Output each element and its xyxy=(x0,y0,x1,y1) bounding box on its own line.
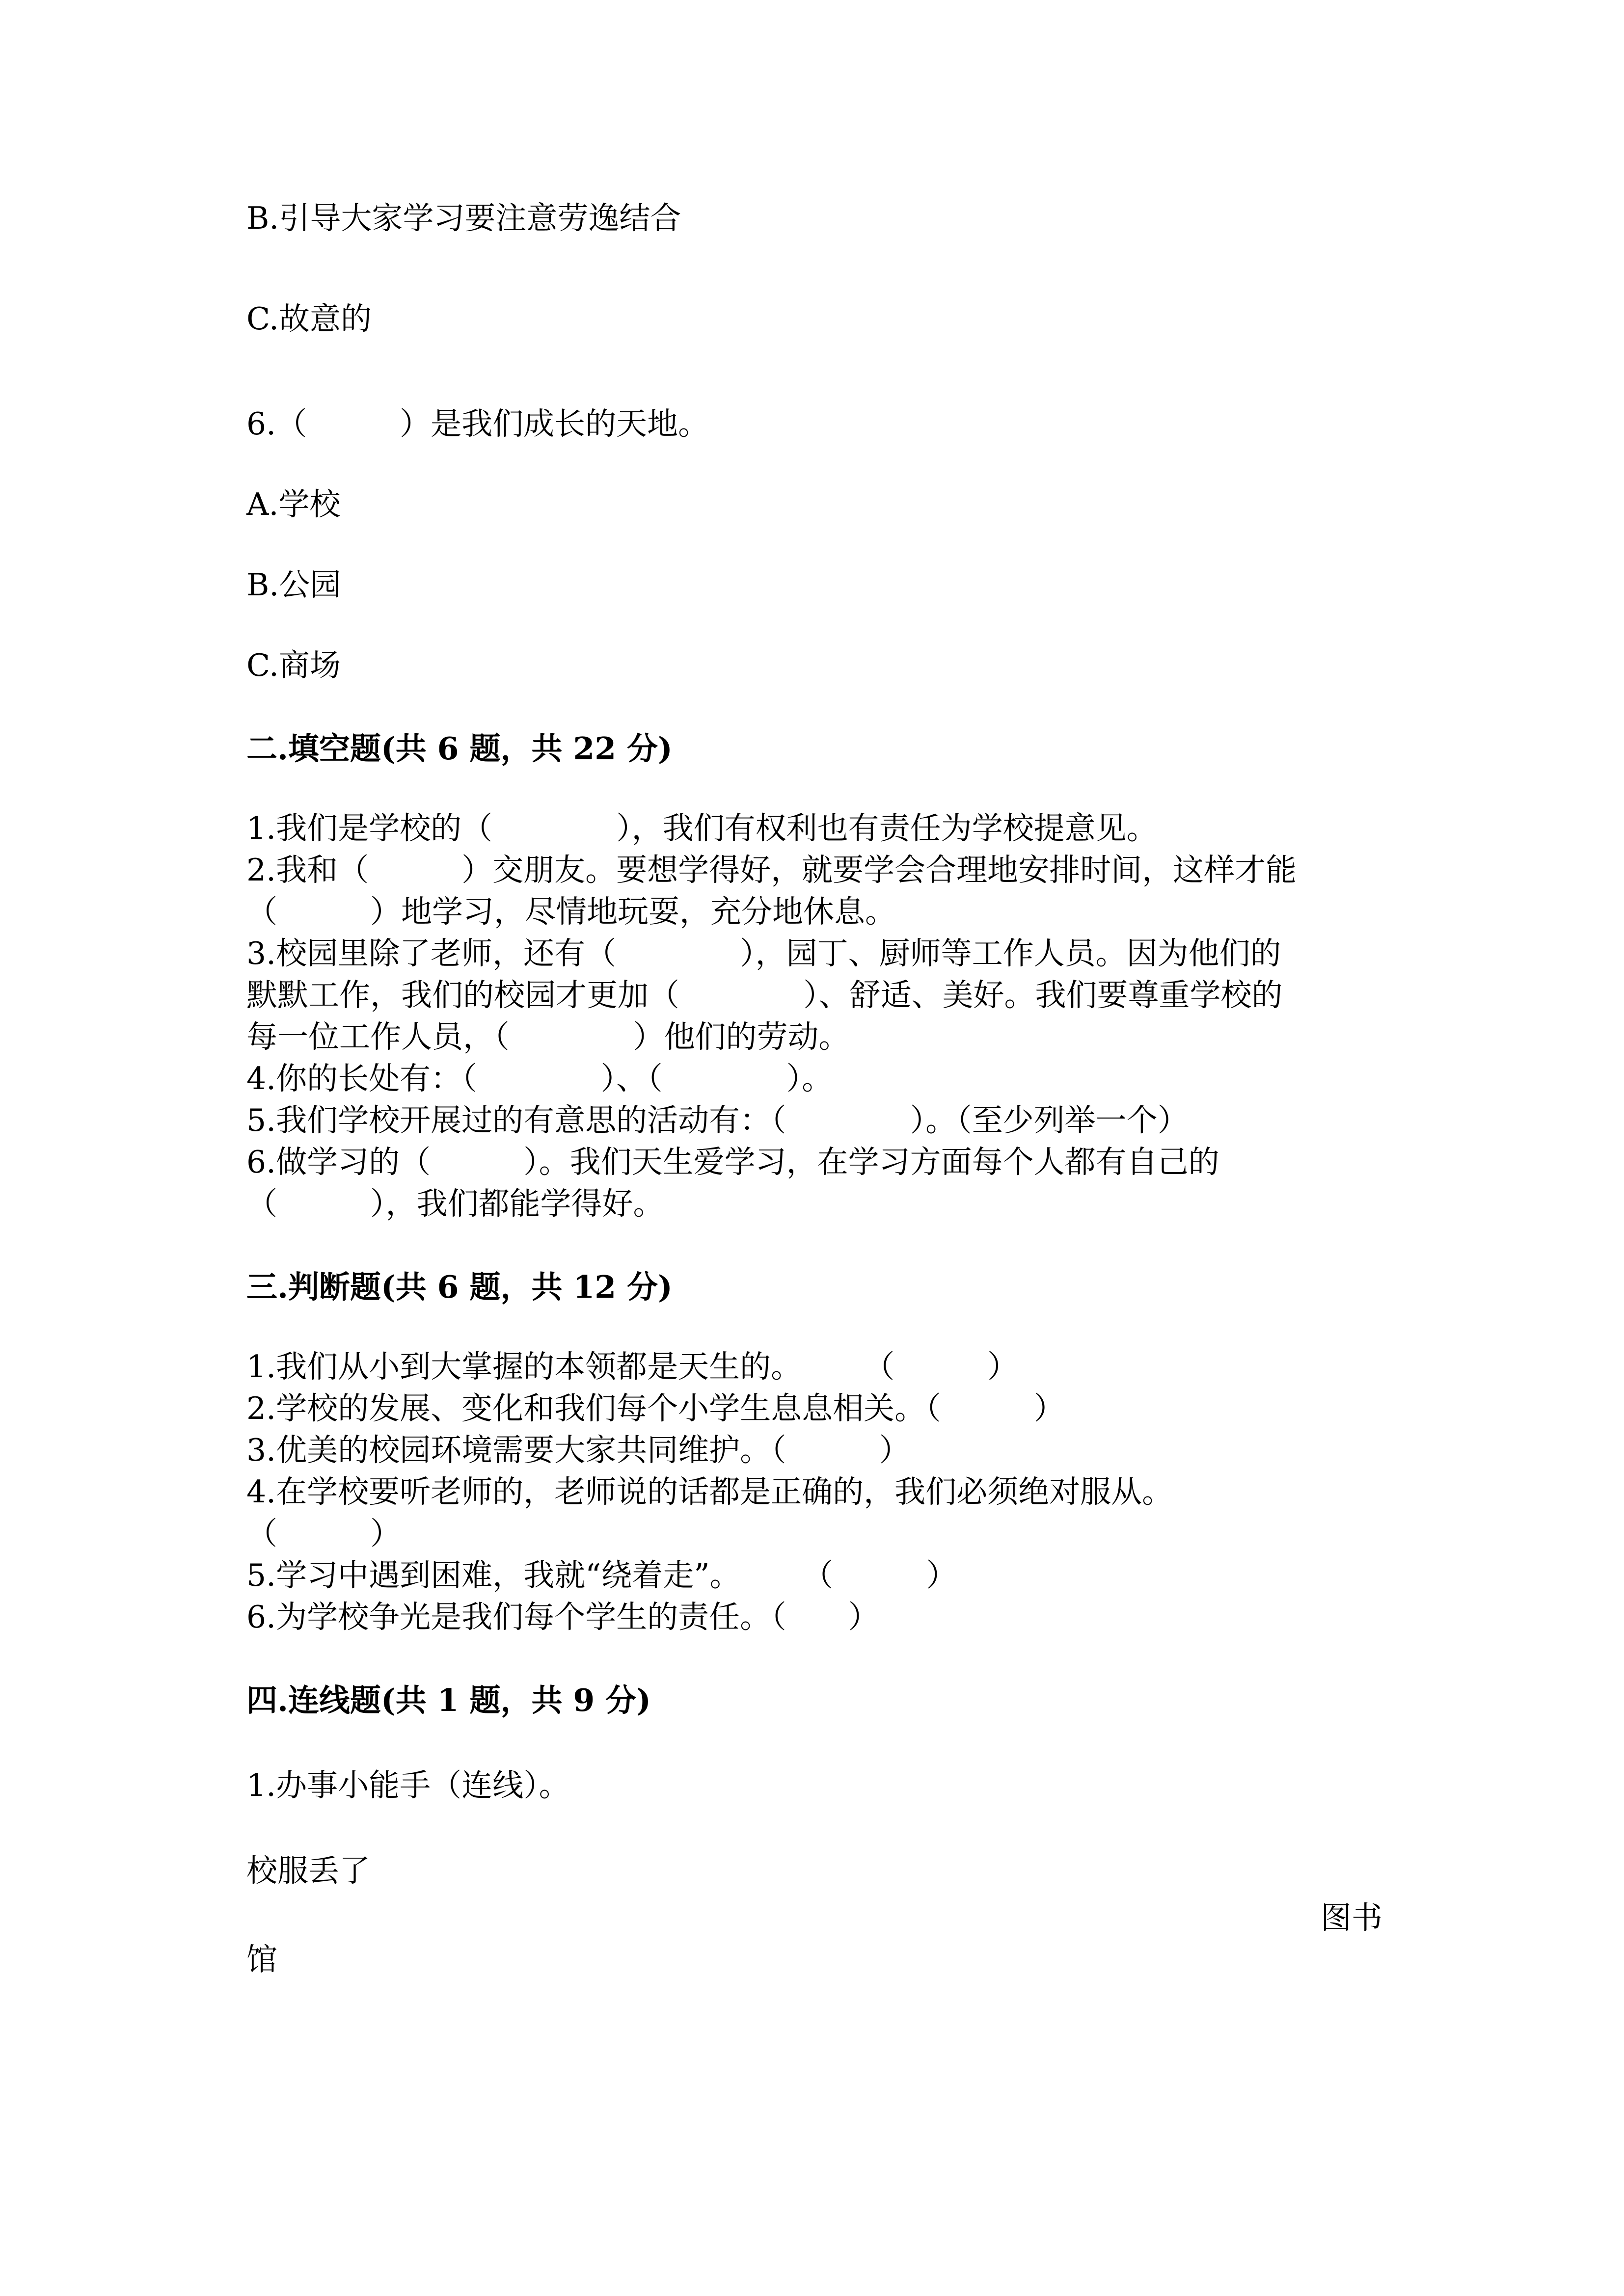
match-question: 1.办事小能手（连线）。 xyxy=(246,1767,570,1803)
fill-line: 4.你的长处有：（ ）、（ ）。 xyxy=(246,1061,833,1096)
fill-line: 3.校园里除了老师，还有（ ），园丁、厨师等工作人员。因为他们的 xyxy=(246,935,1281,971)
q6-stem: 6.（ ）是我们成长的天地。 xyxy=(246,406,709,442)
judge-line: 5.学习中遇到困难，我就“绕着走”。 （ ） xyxy=(246,1557,957,1593)
q6-option-b: B.公园 xyxy=(246,567,341,603)
match-left-item: 校服丢了 xyxy=(246,1853,370,1889)
fill-line: 2.我和（ ）交朋友。要想学得好，就要学会合理地安排时间，这样才能 xyxy=(246,852,1297,888)
fill-line: （ ）地学习，尽情地玩耍，充分地休息。 xyxy=(246,894,896,930)
q6-option-a: A.学校 xyxy=(246,486,341,522)
judge-line: 3.优美的校园环境需要大家共同维护。（ ） xyxy=(246,1432,910,1468)
fill-line: 6.做学习的（ ）。我们天生爱学习，在学习方面每个人都有自己的 xyxy=(246,1144,1219,1180)
judge-line: 4.在学校要听老师的，老师说的话都是正确的，我们必须绝对服从。 xyxy=(246,1474,1173,1510)
section-fill-heading: 二.填空题(共 6 题，共 22 分) xyxy=(246,730,673,767)
q5-option-b: B.引导大家学习要注意劳逸结合 xyxy=(246,200,681,236)
section-judge-heading: 三.判断题(共 6 题，共 12 分) xyxy=(246,1269,673,1305)
judge-line: 2.学校的发展、变化和我们每个小学生息息相关。（ ） xyxy=(246,1390,1065,1426)
fill-line: 默默工作，我们的校园才更加（ ）、舒适、美好。我们要尊重学校的 xyxy=(246,977,1283,1013)
judge-line: 6.为学校争光是我们每个学生的责任。（ ） xyxy=(246,1599,879,1635)
q5-option-c: C.故意的 xyxy=(246,301,372,337)
fill-line: （ ），我们都能学得好。 xyxy=(246,1186,664,1222)
q6-option-c: C.商场 xyxy=(246,647,341,683)
match-right-item: 图书 xyxy=(1321,1900,1382,1936)
match-wrap-text: 馆 xyxy=(246,1942,277,1977)
fill-line: 5.我们学校开展过的有意思的活动有：（ ）。（至少列举一个） xyxy=(246,1102,1189,1138)
fill-line: 1.我们是学校的（ ），我们有权利也有责任为学校提意见。 xyxy=(246,810,1158,846)
judge-line: （ ） xyxy=(246,1516,401,1551)
fill-line: 每一位工作人员，（ ）他们的劳动。 xyxy=(246,1019,850,1055)
section-match-heading: 四.连线题(共 1 题，共 9 分) xyxy=(246,1682,651,1718)
judge-line: 1.我们从小到大掌握的本领都是天生的。 （ ） xyxy=(246,1349,1019,1385)
